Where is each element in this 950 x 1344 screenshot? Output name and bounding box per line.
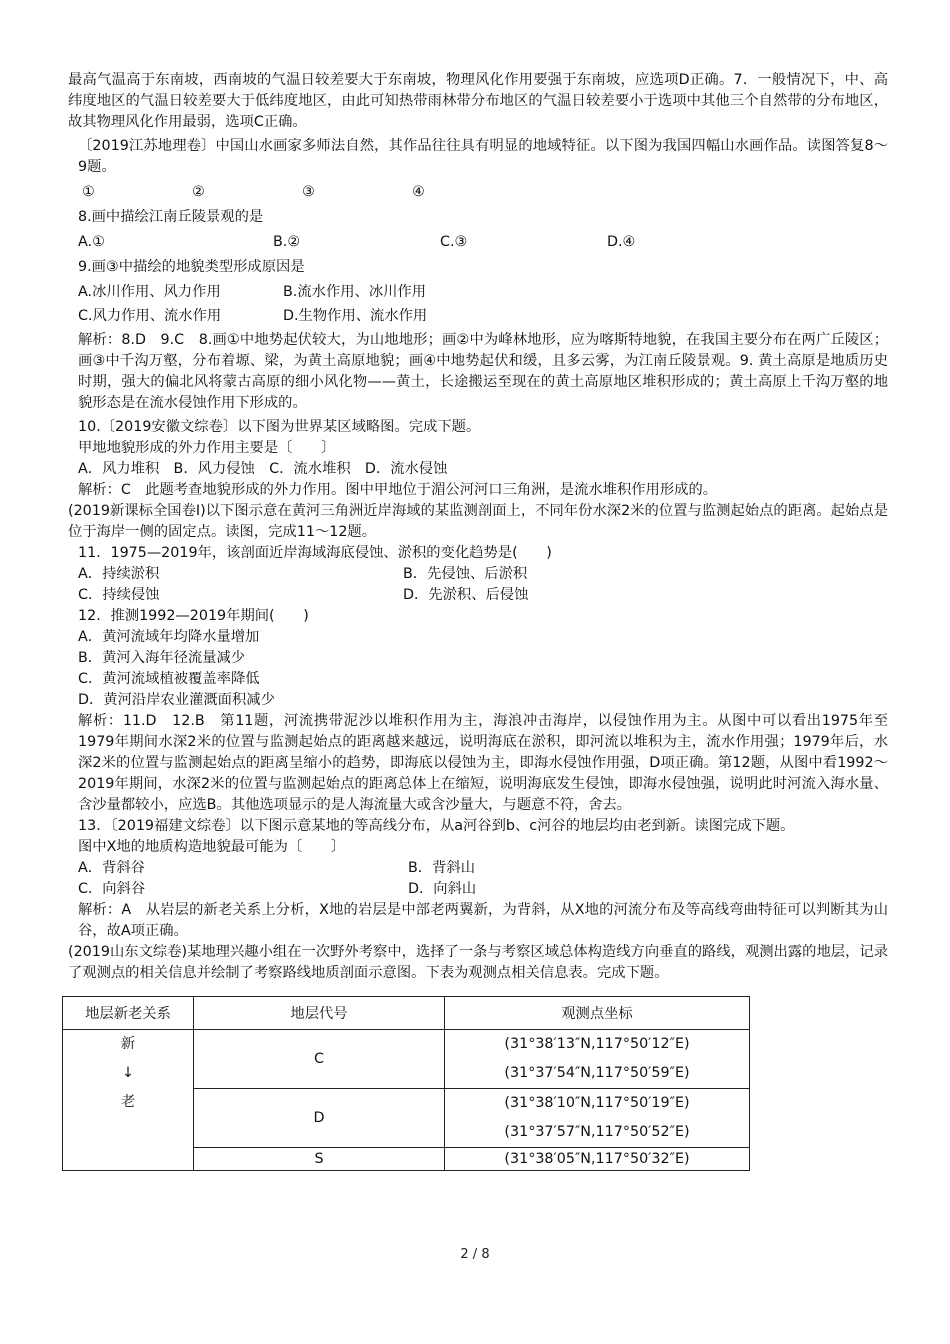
table-row (63, 1030, 750, 1089)
q12-option-a: A．黄河流域年均降水量增加 (78, 629, 260, 645)
q11-option-d: D．先淤积、后侵蚀 (403, 587, 529, 603)
q13-option-a: A．背斜谷 (78, 860, 145, 876)
question-14-intro: (2019山东文综卷)某地理兴趣小组在一次野外考察中，选择了一条与考察区域总体构造线方向垂直的路线，观测出露的地层，记录了观测点的相关信息并绘制了考察路线地质剖面示意图。下表为观测点相关信息表。完成下题。 (68, 944, 888, 981)
question-8: 8.画中描绘江南丘陵景观的是 (78, 209, 264, 225)
coords-c (445, 1030, 750, 1089)
coord-d-1: (31°38′10″N,117°50′19″E) (504, 1095, 690, 1111)
header-stratum-code: 地层代号 (194, 997, 445, 1030)
q9-option-a: A.冰川作用、风力作用 (78, 284, 221, 300)
age-order-cell (63, 1030, 194, 1171)
q9-options-row1 (68, 282, 888, 303)
header-age-relation: 地层新老关系 (63, 997, 194, 1030)
intro-q8-9: 〔2019江苏地理卷〕中国山水画家多师法自然，其作品往往具有明显的地域特征。以下图为我国四幅山水画作品。读图答复8～9题。 (78, 138, 888, 175)
q11-option-c: C．持续侵蚀 (78, 587, 160, 603)
page-number: 2 / 8 (460, 1247, 490, 1262)
painting-labels (68, 182, 888, 203)
question-11: 11．1975—2019年，该剖面近岸海域海底侵蚀、淤积的变化趋势是( ) (78, 545, 552, 561)
q11-options-row1 (68, 564, 888, 585)
q8-option-d: D.④ (607, 234, 636, 250)
q11-options-row2 (68, 585, 888, 606)
coord-d-2: (31°37′57″N,117°50′52″E) (504, 1124, 690, 1140)
answer-11-12: 解析：11.D 12.B 第11题，河流携带泥沙以堆积作用为主，海浪冲击海岸，以侵蚀作用为主。从图中可以看出1975年至1979年期间水深2米的位置与监测起始点的距离越来越远，说明海底在淤积，即河流以堆积为主，流水作用强；1979年后，水深2米的位置与监测起始点的距离呈缩小的趋势，即海底以侵蚀为主，即海水侵蚀作用强，D项正确。第12题，从图中看1992～2019年期间，水深2米的位置与监测起始点的距离总体上在缩短，说明海底发生侵蚀，即海水侵蚀强，说明此时河流入海水量、含沙量都较小，应选B。其他选项显示的是人海流量大或含沙量大，与题意不符，舍去。 (78, 713, 888, 813)
q13-option-c: C．向斜谷 (78, 881, 146, 897)
q11-option-a: A．持续淤积 (78, 566, 160, 582)
age-old-label: 老 (120, 1094, 136, 1110)
q8-option-a: A.① (78, 234, 105, 250)
q8-options (68, 232, 888, 253)
q9-option-d: D.生物作用、流水作用 (283, 308, 428, 324)
q12-option-b: B．黄河入海年径流量减少 (78, 650, 246, 666)
q12-option-d: D．黄河沿岸农业灌溉面积减少 (78, 692, 275, 708)
question-12: 12．推测1992—2019年期间( ) (78, 608, 309, 624)
q8-option-c: C.③ (440, 234, 468, 250)
q10-options: A．风力堆积 B．风力侵蚀 C．流水堆积 D．流水侵蚀 (78, 461, 448, 477)
answer-8-9: 解析：8.D 9.C 8.画①中地势起伏较大，为山地地形；画②中为峰林地形，应为喀斯特地貌，在我国主要分布在两广丘陵区；画③中千沟万壑，分布着塬、梁，为黄土高原地貌；画④中地势起伏和缓，且多云雾，为江南丘陵景观。9. 黄土高原是地质历史时期，强大的偏北风将蒙古高原的细小风化物——黄土，长途搬运至现在的黄土高原地区堆积形成的；黄土高原上千沟万壑的地貌形态是在流水侵蚀作用下形成的。 (78, 332, 888, 411)
q13-options-row1 (68, 858, 888, 879)
down-arrow-icon: ↓ (122, 1065, 134, 1081)
coords-d (445, 1089, 750, 1148)
coord-c-2: (31°37′54″N,117°50′59″E) (504, 1065, 690, 1081)
painting-label-3: ③ (302, 184, 315, 200)
coord-s-1: (31°38′05″N,117°50′32″E) (445, 1148, 750, 1171)
answer-10: 解析：C 此题考查地貌形成的外力作用。图中甲地位于湄公河河口三角洲，是流水堆积作用形成的。 (78, 482, 718, 498)
q8-option-b: B.② (273, 234, 301, 250)
q13-options-row2 (68, 879, 888, 900)
question-13-intro: 13．〔2019福建文综卷〕以下图示意某地的等高线分布，从a河谷到b、c河谷的地层均由老到新。读图完成下题。 (78, 818, 795, 834)
painting-label-2: ② (192, 184, 205, 200)
header-coordinates: 观测点坐标 (445, 997, 750, 1030)
q9-option-c: C.风力作用、流水作用 (78, 308, 222, 324)
question-11-12-intro: (2019新课标全国卷Ⅰ)以下图示意在黄河三角洲近岸海域的某监测剖面上，不同年份水深2米的位置与监测起始点的距离。起始点是位于海岸一侧的固定点。读图，完成11～12题。 (68, 503, 888, 540)
answer-13: 解析：A 从岩层的新老关系上分析，X地的岩层是中部老两翼新，为背斜，从X地的河流分布及等高线弯曲特征可以判断其为山谷，故A项正确。 (78, 902, 888, 939)
question-9: 9.画③中描绘的地貌类型形成原因是 (78, 259, 305, 275)
stratum-code-s: S (194, 1148, 445, 1171)
q9-options-row2 (68, 306, 888, 327)
document-page (68, 70, 888, 984)
coord-c-1: (31°38′13″N,117°50′12″E) (504, 1036, 690, 1052)
stratum-code-c: C (194, 1030, 445, 1089)
observation-table (62, 996, 750, 1171)
q12-option-c: C．黄河流域植被覆盖率降低 (78, 671, 260, 687)
question-13: 图中X地的地质构造地貌最可能为〔 〕 (78, 839, 346, 855)
paragraph-continuation: 最高气温高于东南坡，西南坡的气温日较差要大于东南坡，物理风化作用要强于东南坡，应选项D正确。7．一般情况下，中、高纬度地区的气温日较差要大于低纬度地区，由此可知热带雨林带分布地区的气温日较差要小于选项中其他三个自然带的分布地区，故其物理风化作用最弱，选项C正确。 (68, 72, 888, 130)
q9-option-b: B.流水作用、冰川作用 (283, 284, 427, 300)
question-10-intro: 10.〔2019安徽文综卷〕以下图为世界某区域略图。完成下题。 (78, 419, 481, 435)
table-header-row (63, 997, 750, 1030)
question-10: 甲地地貌形成的外力作用主要是〔 〕 (78, 440, 336, 456)
painting-label-1: ① (82, 184, 95, 200)
q13-option-d: D．向斜山 (408, 881, 477, 897)
painting-label-4: ④ (412, 184, 425, 200)
q13-option-b: B．背斜山 (408, 860, 475, 876)
stratum-code-d: D (194, 1089, 445, 1148)
age-new-label: 新 (120, 1036, 136, 1052)
q11-option-b: B．先侵蚀、后淤积 (403, 566, 528, 582)
